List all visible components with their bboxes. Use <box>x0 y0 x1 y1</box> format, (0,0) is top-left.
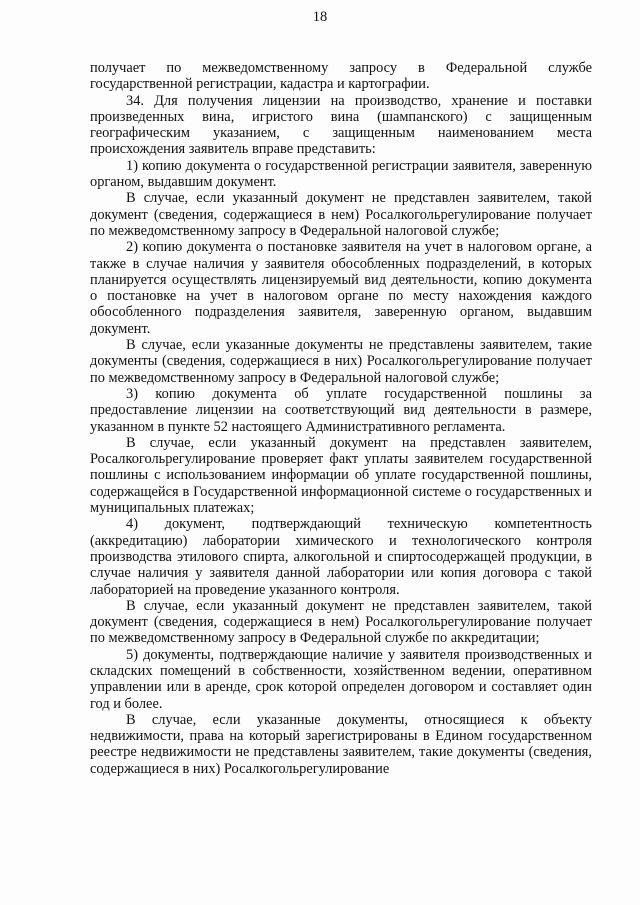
paragraph-continuation: получает по межведомственному запросу в Федеральной службе государственной регистрации, кадастра и картографии. <box>90 60 592 93</box>
paragraph-item-5: 5) документы, подтверждающие наличие у заявителя производственных и складских помещений в собственности, хозяйственном ведении, оперативном управлении или в аренде, срок которой определен договором и составляет один год и более. <box>90 646 592 712</box>
paragraph-item-4: 4) документ, подтверждающий техническую компетентность (аккредитацию) лаборатории химического и технологического контроля производства этилового спирта, алкогольной и спиртосодержащей продукции, в случае наличия у заявителя данной лаборатории или копия договора с такой лабораторией на проведение указанного контроля. <box>90 516 592 598</box>
paragraph-item-1: 1) копию документа о государственной регистрации заявителя, заверенную органом, выдавшим документ. <box>90 157 592 191</box>
page-number: 18 <box>312 9 328 25</box>
paragraph-item-3: 3) копию документа об уплате государственной пошлины за предоставление лицензии на соответствующий вид деятельности в размере, указанном в пункте 52 настоящего Административного регламента. <box>90 385 592 435</box>
paragraph-item-2: 2) копию документа о постановке заявителя на учет в налоговом органе, а также в случае наличия у заявителя обособленных подразделений, в которых планируется осуществлять лицензируемый вид деятельности, копию документа о постановке на учет в налоговом органе по месту нахождения каждого обособленного подразделения заявителя, заверенную органом, выдавшим документ. <box>90 239 592 337</box>
paragraph-clause-34: 34. Для получения лицензии на производство, хранение и поставки произведенных вина, игристого вина (шампанского) с защищенным географическим указанием, с защищенным наименованием места происхождения заявитель вправе представить: <box>90 92 592 158</box>
paragraph-item-5-note: В случае, если указанные документы, относящиеся к объекту недвижимости, права на который зарегистрированы в Едином государственном реестре недвижимости не представлены заявителем, такие документы (сведения, содержащиеся в них) Росалкогольрегулирование <box>90 711 592 777</box>
paragraph-item-3-note: В случае, если указанный документ на представлен заявителем, Росалкогольрегулирование проверяет факт уплаты заявителем государственной пошлины с использованием информации об уплате государственной пошлины, содержащейся в Государственной информационной системе о государственных и муниципальных платежах; <box>90 434 592 517</box>
paragraph-item-2-note: В случае, если указанные документы не представлены заявителем, такие документы (сведения, содержащиеся в них) Росалкогольрегулирование получает по межведомственному запросу в Федеральной налоговой службе; <box>90 337 592 386</box>
paragraph-item-4-note: В случае, если указанный документ не представлен заявителем, такой документ (сведения, содержащиеся в нем) Росалкогольрегулирование получает по межведомственному запросу в Федеральной службе по аккредитации; <box>90 597 592 647</box>
document-body <box>90 60 592 777</box>
paragraph-item-1-note: В случае, если указанный документ не представлен заявителем, такой документ (сведения, содержащиеся в нем) Росалкогольрегулирование получает по межведомственному запросу в Федеральной налоговой службе; <box>90 190 592 239</box>
